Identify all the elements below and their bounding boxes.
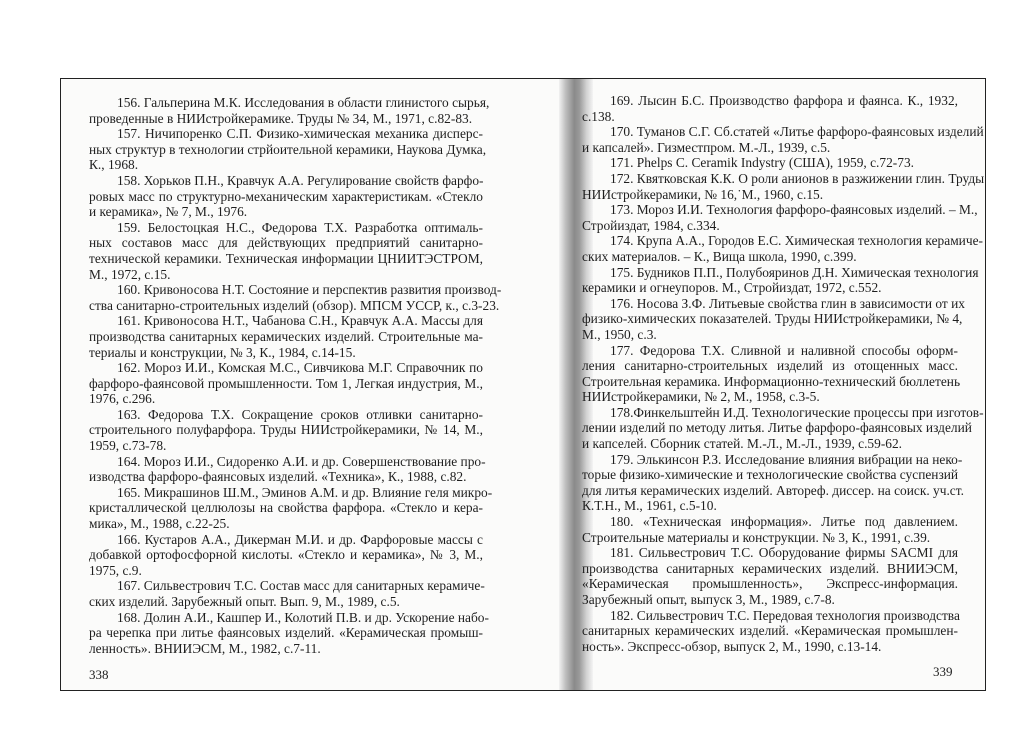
reference-line: 181. Сильвестрович Т.С. Оборудование фирмы SACMI для <box>610 545 958 561</box>
reference-line: 165. Микрашинов Ш.М., Эминов А.М. и др. Влияние геля микро- <box>117 484 493 500</box>
reference-entry <box>89 609 489 657</box>
reference-line: 158. Хорьков П.Н., Кравчук А.А. Регулирование свойств фарфо- <box>117 172 484 188</box>
reference-entry <box>89 407 483 454</box>
reference-line: ских материалов. – К., Вища школа, 1990, с.399. <box>582 248 857 264</box>
reference-entry <box>582 170 985 202</box>
reference-entry <box>89 282 502 313</box>
reference-entry <box>582 545 958 607</box>
reference-line: териалы и конструкции, № 3, К., 1984, с.14-15. <box>89 344 356 360</box>
reference-line: 1976, с.296. <box>89 391 156 407</box>
reference-line: 180. «Техническая информация». Литье под давлением. <box>610 514 958 530</box>
reference-line: керамики и огнеупоров. М., Стройиздат, 1972, с.552. <box>582 280 882 296</box>
reference-entry <box>582 202 978 233</box>
reference-line: 179. Элькинсон Р.З. Исследование влияния вибрации на неко- <box>610 451 963 467</box>
reference-entry <box>89 126 487 173</box>
reference-entry <box>89 220 483 282</box>
reference-line: 173. Мороз И.И. Технология фарфоро-фаянсовых изделий. – М., <box>610 202 978 218</box>
reference-line: производства санитарных керамических изделий. Строительные ма- <box>89 328 483 344</box>
right-page-number: 339 <box>933 664 953 679</box>
reference-entry <box>582 608 958 655</box>
reference-line: и капсалей». Гизместпром. М.-Л., 1939, с.5. <box>582 139 831 155</box>
reference-line: 176. Носова З.Ф. Литьевые свойства глин в зависимости от их <box>610 295 965 311</box>
reference-line: кристаллической целлюлозы на свойства фарфора. «Стекло и кера- <box>89 500 483 516</box>
reference-entry <box>582 93 958 124</box>
reference-entry <box>582 451 964 514</box>
reference-entry <box>89 313 483 360</box>
reference-line: 169. Лысин Б.С. Производство фарфора и фаянса. К., 1932, <box>610 93 958 108</box>
reference-line: мика», М., 1988, с.22-25. <box>89 516 230 532</box>
reference-line: 182. Сильвестрович Т.С. Передовая технология производства <box>610 607 960 623</box>
reference-line: 168. Долин А.И., Кашпер И., Колотий П.В. и др. Ускорение набо- <box>117 609 489 625</box>
reference-line: фарфоро-фаянсовой промышленности. Том 1, Легкая индустрия, М., <box>89 375 483 391</box>
reference-line: санитарных керамических изделий. «Керамическая промышлен- <box>582 623 958 639</box>
reference-line: 157. Ничипоренко С.П. Физико-химическая механика дисперс- <box>117 126 483 142</box>
reference-line: изводства фарфоро-фаянсовых изделий. «Техника», К., 1988, с.82. <box>89 469 467 485</box>
reference-line: ность». Экспресс-обзор, выпуск 2, М., 1990, с.13-14. <box>582 638 882 654</box>
reference-line: торые физико-химические и технологические свойства суспензий <box>582 467 959 483</box>
reference-line: 1975, с.9. <box>89 562 142 578</box>
reference-line: 178.Финкельштейн И.Д. Технологические процессы при изготов- <box>610 404 984 420</box>
reference-line: физико-химических показателей. Труды НИИстройкерамики, № 4, <box>582 311 963 327</box>
reference-line: строительного полуфарфора. Труды НИИстройкерамики, № 14, М., <box>89 422 483 438</box>
reference-line: Строительные материалы и конструкции. № 3, К., 1991, с.39. <box>582 529 931 545</box>
reference-line: М., 1972, с.15. <box>89 266 171 282</box>
reference-line: лении изделий по методу литья. Литье фарфоро-фаянсовых изделий <box>582 420 972 436</box>
reference-entry <box>89 360 483 407</box>
reference-entry <box>582 514 958 545</box>
reference-line: НИИстройкерамики, № 2, М., 1958, с.3-5. <box>582 389 820 405</box>
reference-entry <box>89 484 493 532</box>
book-spread <box>60 78 986 691</box>
reference-entry <box>89 578 483 609</box>
reference-entry <box>582 295 965 343</box>
reference-line: ления санитарно-строительных изделий из отощенных масс. <box>582 358 958 374</box>
reference-line: ленность». ВНИИЭСМ, М., 1982, с.7-11. <box>89 640 321 656</box>
reference-line: 163. Федорова Т.Х. Сокращение сроков отливки санитарно- <box>117 406 483 422</box>
reference-line: Строительная керамика. Информационно-технический бюллетень <box>582 373 961 389</box>
reference-line: технической керамики. Техническая информации ЦНИИТЭСТРОМ, <box>89 250 483 266</box>
reference-line: «Керамическая промышленность», Экспресс-информация. <box>582 576 958 592</box>
reference-line: производства санитарных керамических изделий. ВНИИЭСМ, <box>582 560 958 576</box>
reference-entry <box>582 342 961 405</box>
reference-line: и капселей. Сборник статей. М.-Л., М.-Л., 1939, с.59-62. <box>582 436 903 452</box>
reference-line: и керамика», № 7, М., 1976. <box>89 204 248 220</box>
reference-line: 162. Мороз И.И., Комская М.С., Сивчикова М.Г. Справочник по <box>117 360 483 376</box>
reference-line: 167. Сильвестрович Т.С. Состав масс для санитарных керамиче- <box>117 578 485 594</box>
reference-entry <box>582 155 958 171</box>
reference-line: 170. Туманов С.Г. Сб.статей «Литье фарфоро-фаянсовых изделий <box>610 124 984 140</box>
reference-line: с.138. <box>582 108 615 124</box>
reference-line: 160. Кривоносова Н.Т. Состояние и перспектив развития производ- <box>117 282 502 298</box>
reference-line: для литья керамических изделий. Автореф. диссер. на соиск. уч.ст. <box>582 482 964 498</box>
reference-line: Стройиздат, 1984, с.334. <box>582 217 720 233</box>
reference-line: ских изделий. Зарубежный опыт. Вып. 9, М., 1989, с.5. <box>89 594 400 609</box>
reference-line: 156. Гальперина М.К. Исследования в области глинистого сырья, <box>117 95 490 110</box>
reference-line: ровых масс по структурно-механическим характеристикам. «Стекло <box>89 188 483 204</box>
reference-entry <box>582 233 983 264</box>
reference-entry <box>89 453 486 485</box>
reference-line: 172. Квятковская К.К. О роли анионов в разжижении глин. Труды <box>610 170 985 186</box>
reference-line: ных составов масс для действующих предприятий санитарно- <box>89 235 483 251</box>
reference-line: М., 1950, с.3. <box>582 326 657 342</box>
reference-entry <box>582 124 984 155</box>
left-page-references <box>89 95 502 656</box>
reference-line: ра черепка при литье фаянсовых изделий. «Керамическая промыш- <box>89 625 483 641</box>
reference-line: 159. Белостоцкая Н.С., Федорова Т.Х. Разработка оптималь- <box>117 219 483 235</box>
reference-line: 177. Федорова Т.Х. Сливной и наливной способы оформ- <box>610 342 958 358</box>
reference-line: добавкой ортофосфорной кислоты. «Стекло и керамика», № 3, М., <box>89 547 483 563</box>
reference-line: 164. Мороз И.И., Сидоренко А.И. и др. Совершенствование про- <box>117 453 486 469</box>
reference-line: 1959, с.73-78. <box>89 438 167 454</box>
reference-line: 161. Кривоносова Н.Т., Чабанова С.Н., Кравчук А.А. Массы для <box>117 313 483 329</box>
reference-line: 174. Крупа А.А., Городов Е.С. Химическая технология керамиче- <box>610 233 983 249</box>
reference-line: НИИстройкерамики, № 16,˙М., 1960, с.15. <box>582 186 824 202</box>
right-page-references <box>582 93 985 654</box>
reference-entry <box>582 264 979 296</box>
reference-entry <box>89 532 483 579</box>
reference-line: проведенные в НИИстройкерамике. Труды № 34, М., 1971, с.82-83. <box>89 110 473 126</box>
reference-line: К., 1968. <box>89 157 139 173</box>
reference-line: ства санитарно-строительных изделий (обзор). МПСМ УССР, к., с.3-23. <box>89 297 500 313</box>
reference-entry <box>582 404 984 452</box>
reference-entry <box>89 95 490 126</box>
reference-line: ных структур в технологии стрйоительной керамики, Наукова Думка, <box>89 141 487 157</box>
reference-entry <box>89 173 483 220</box>
left-page-number: 338 <box>89 667 109 682</box>
reference-line: Зарубежный опыт, выпуск 3, М., 1989, с.7-8. <box>582 592 835 607</box>
reference-line: 175. Будников П.П., Полубояринов Д.Н. Химическая технология <box>610 264 979 280</box>
reference-line: К.Т.Н., М., 1961, с.5-10. <box>582 498 717 514</box>
reference-line: 166. Кустаров А.А., Дикерман М.И. и др. Фарфоровые массы с <box>117 531 483 547</box>
reference-line: 171. Phelps C. Ceramik Indystry (США), 1959, с.72-73. <box>610 155 914 171</box>
